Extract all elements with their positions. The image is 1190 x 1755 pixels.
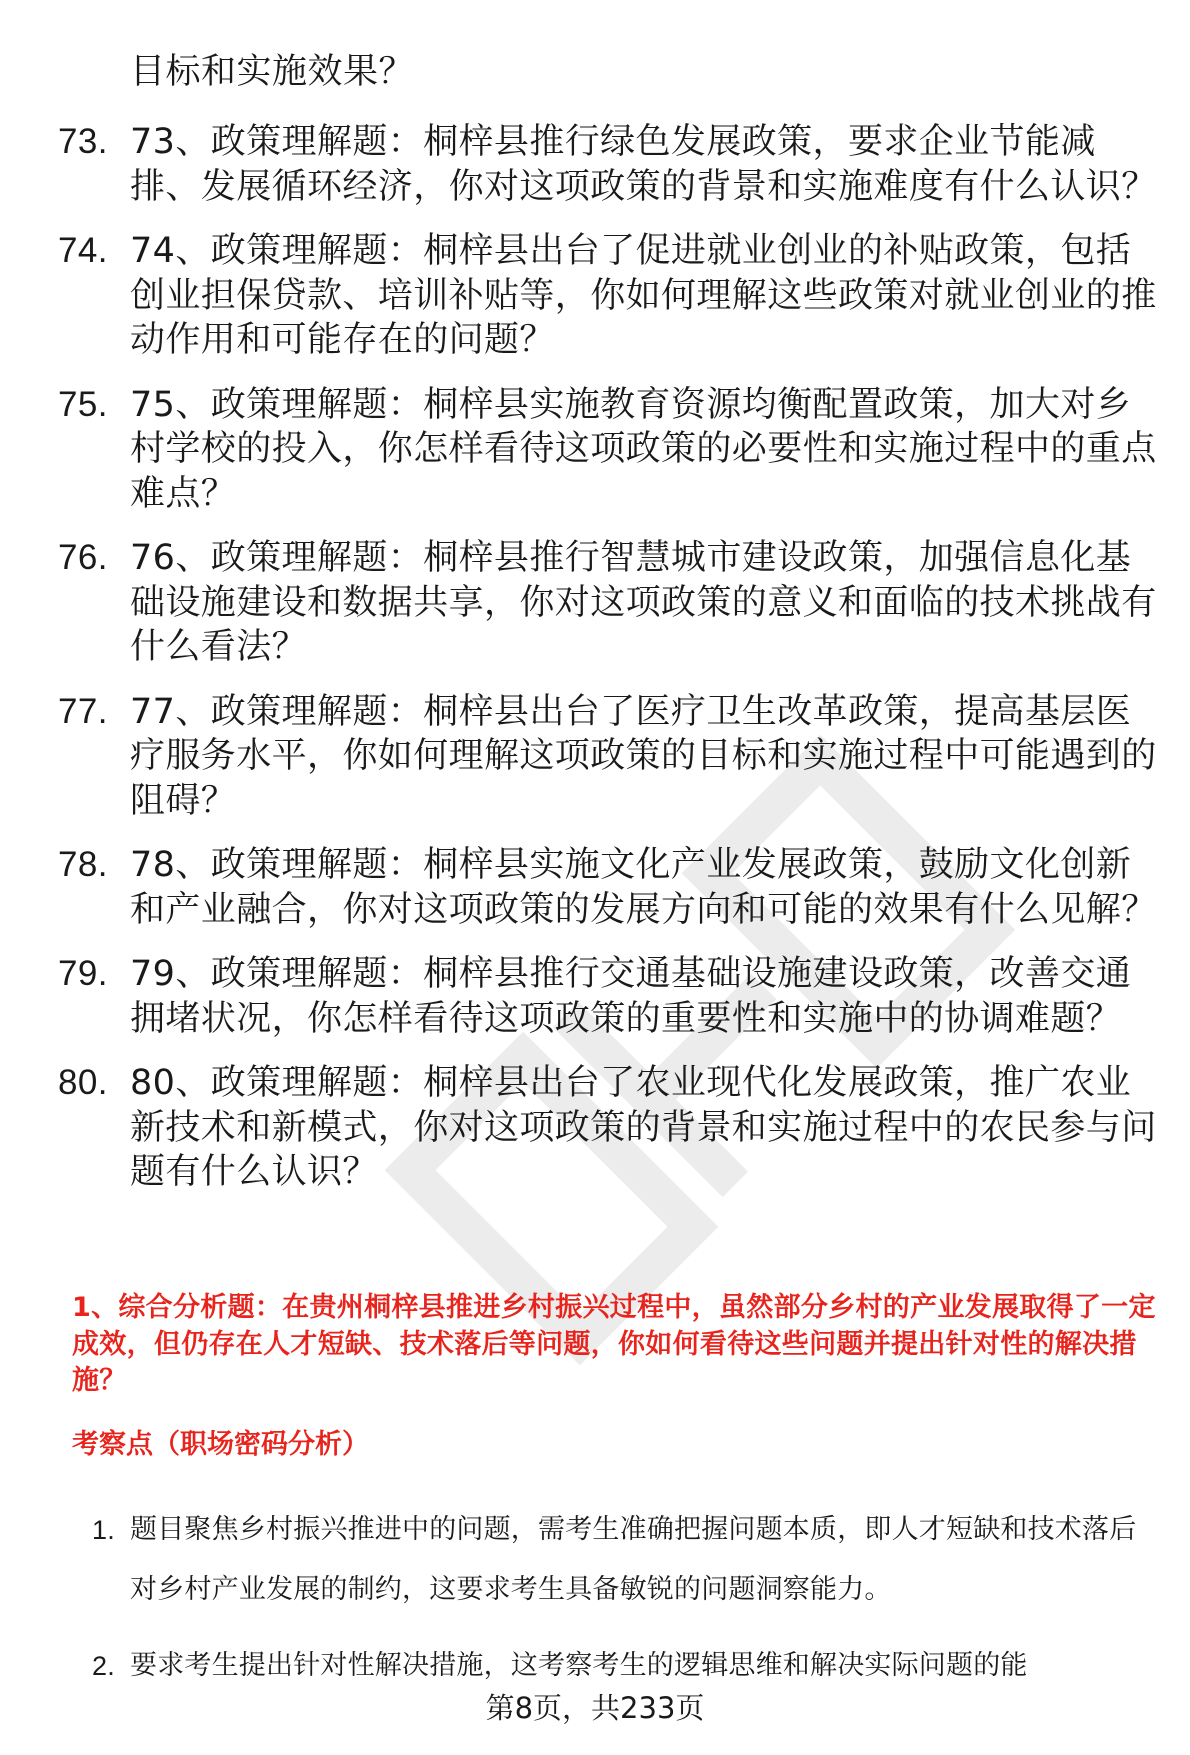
question-text: 75、政策理解题：桐梓县实施教育资源均衡配置政策，加大对乡村学校的投入，你怎样看待这项政策的必要性和实施过程中的重点难点？ xyxy=(130,384,1157,514)
point-text: 题目聚焦乡村振兴推进中的问题，需考生准确把握问题本质，即人才短缺和技术落后对乡村产业发展的制约，这要求考生具备敏锐的问题洞察能力。 xyxy=(130,1514,1137,1605)
question-list xyxy=(0,120,1190,1215)
question-text: 76、政策理解题：桐梓县推行智慧城市建设政策，加强信息化基础设施建设和数据共享，你对这项政策的意义和面临的技术挑战有什么看法？ xyxy=(130,538,1157,667)
question-number: 73. xyxy=(58,122,108,161)
question-number: 77. xyxy=(58,691,108,731)
question-text: 77、政策理解题：桐梓县出台了医疗卫生改革政策，提高基层医疗服务水平，你如何理解这项政策的目标和实施过程中可能遇到的阻碍？ xyxy=(130,691,1157,821)
point-text: 要求考生提出针对性解决措施，这考察考生的逻辑思维和解决实际问题的能 xyxy=(130,1650,1028,1681)
analysis-question-title: 1、综合分析题：在贵州桐梓县推进乡村振兴过程中，虽然部分乡村的产业发展取得了一定成效，但仍存在人才短缺、技术落后等问题，你如何看待这些问题并提出针对性的解决措施？ xyxy=(72,1292,1156,1396)
question-number: 78. xyxy=(58,845,108,884)
list-item xyxy=(0,536,1190,670)
question-number: 76. xyxy=(58,538,108,577)
list-item xyxy=(0,383,1190,517)
list-item xyxy=(0,1061,1190,1195)
question-continuation: 目标和实施效果？ xyxy=(130,52,415,92)
list-item xyxy=(0,1500,1190,1620)
question-text: 80、政策理解题：桐梓县出台了农业现代化发展政策，推广农业新技术和新模式，你对这项政策的背景和实施过程中的农民参与问题有什么认识？ xyxy=(130,1063,1157,1192)
question-text: 78、政策理解题：桐梓县实施文化产业发展政策，鼓励文化创新和产业融合，你对这项政策的发展方向和可能的效果有什么见解？ xyxy=(130,845,1157,930)
list-item xyxy=(0,229,1190,363)
point-number: 1. xyxy=(92,1515,115,1545)
list-item xyxy=(0,843,1190,932)
question-number: 74. xyxy=(58,231,108,270)
assessment-points-heading: 考察点（职场密码分析） xyxy=(72,1429,369,1460)
assessment-points-list xyxy=(0,1500,1190,1712)
question-number: 80. xyxy=(58,1063,108,1102)
question-text: 74、政策理解题：桐梓县出台了促进就业创业的补贴政策，包括创业担保贷款、培训补贴等，你如何理解这些政策对就业创业的推动作用和可能存在的问题？ xyxy=(130,231,1157,360)
page-footer: 第8页，共233页 xyxy=(485,1691,705,1725)
question-text: 73、政策理解题：桐梓县推行绿色发展政策，要求企业节能减排、发展循环经济，你对这项政策的背景和实施难度有什么认识？ xyxy=(130,122,1157,207)
list-item xyxy=(0,952,1190,1041)
list-item xyxy=(0,690,1190,824)
question-number: 79. xyxy=(58,954,108,993)
question-text: 79、政策理解题：桐梓县推行交通基础设施建设政策，改善交通拥堵状况，你怎样看待这项政策的重要性和实施中的协调难题？ xyxy=(130,954,1132,1039)
list-item xyxy=(0,1636,1190,1696)
point-number: 2. xyxy=(92,1651,115,1681)
question-number: 75. xyxy=(58,384,108,424)
list-item xyxy=(0,120,1190,209)
